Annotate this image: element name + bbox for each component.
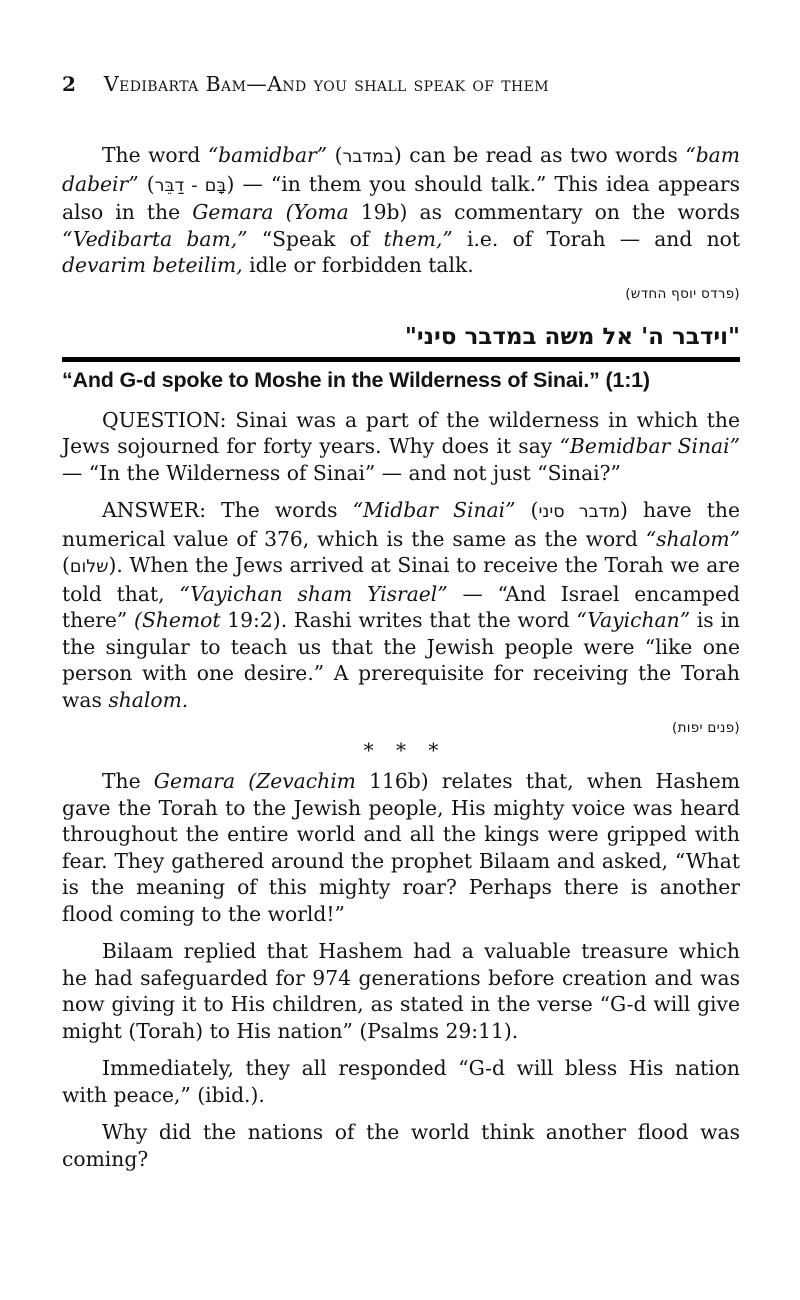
immediately-paragraph: Immediately, they all responded “G-d will bless His nation with peace,” (ibid.).	[62, 1056, 740, 1107]
asterisk-separator: * * *	[363, 738, 439, 762]
section-heading-block	[62, 323, 740, 393]
running-title: Vedibarta Bam—And you shall speak of them	[103, 72, 549, 96]
heading-divider-rule	[62, 357, 740, 362]
english-section-heading: “And G-d spoke to Moshe in the Wilderness of Sinai.” (1:1)	[62, 367, 650, 392]
intro-source-attribution: (פרדס יוסף החדש)	[625, 285, 740, 302]
running-head	[62, 72, 740, 96]
answer-source-attribution: (פנים יפות)	[672, 720, 740, 736]
page-number: 2	[62, 72, 76, 96]
bilaam-paragraph: Bilaam replied that Hashem had a valuable treasure which he had safeguarded for 974 generations before creation and was now giving it to His children, as stated in the verse “G-d will give might (Torah) to His nation” (Psalms 29:11).	[62, 939, 740, 1043]
question-paragraph: QUESTION: Sinai was a part of the wilderness in which the Jews sojourned for forty years. Why does it say “Bemidbar Sinai” — “In the Wilderness of Sinai” — and not just “Sinai?”	[62, 407, 740, 485]
intro-paragraph: The word “bamidbar” (במדבר) can be read as two words “bam dabeir” (בָּם - דַבֵּר) — “in them you should talk.” This idea appears also in the Gemara (Yoma 19b) as commentary on the words “Vedibarta bam,” “Speak of them,” i.e. of Torah — and not devarim beteilim, idle or forbidden talk.	[62, 143, 741, 277]
hebrew-section-heading: "וידבר ה' אל משה במדבר סיני"	[404, 323, 740, 350]
answer-paragraph: ANSWER: The words “Midbar Sinai” (מדבר סיני) have the numerical value of 376, which is the same as the word “shalom” (שלום). When the Jews arrived at Sinai to receive the Torah we are told that, “Vayichan sham Yisrael” — “And Israel encamped there” (Shemot 19:2). Rashi writes that the word “Vayichan” is in the singular to teach us that the Jewish people were “like one person with one desire.” A prerequisite for receiving the Torah was shalom.	[62, 498, 741, 712]
why-flood-paragraph: Why did the nations of the world think another flood was coming?	[62, 1120, 740, 1171]
gemara-paragraph: The Gemara (Zevachim 116b) relates that, when Hashem gave the Torah to the Jewish people, His mighty voice was heard throughout the entire world and all the kings were gripped with fear. They gathered around the prophet Bilaam and asked, “What is the meaning of this mighty roar? Perhaps there is another flood coming to the world!”	[62, 769, 740, 926]
